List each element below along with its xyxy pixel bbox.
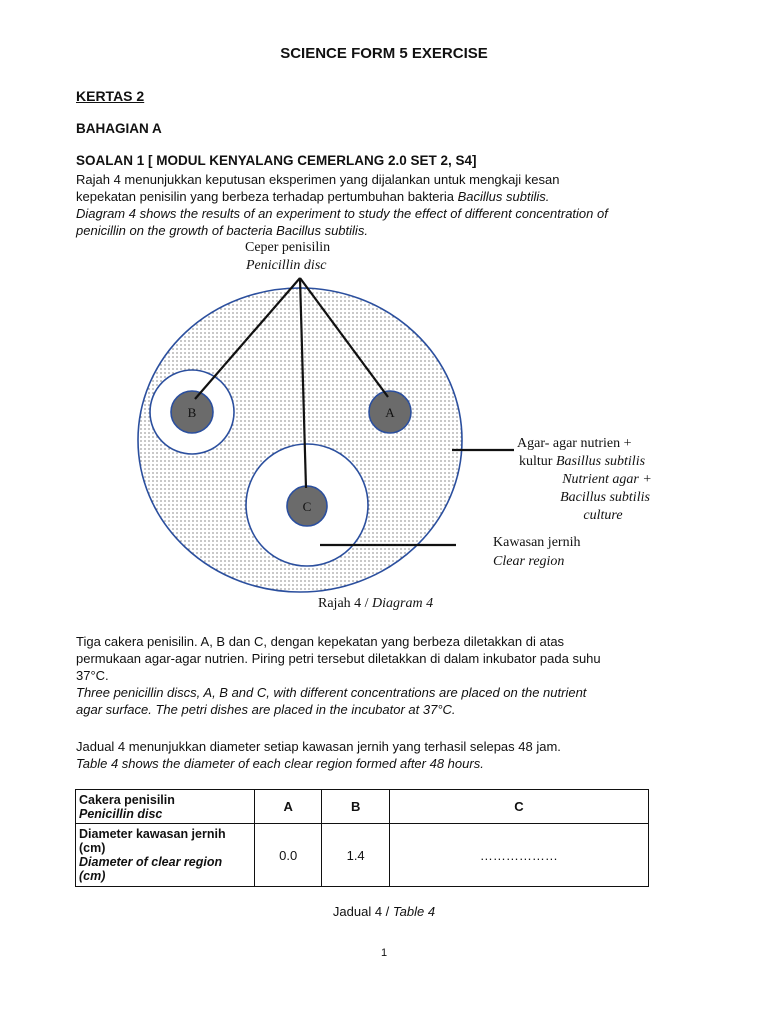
row-diameter-ms: Diameter kawasan jernih (cm) bbox=[79, 827, 226, 855]
value-a: 0.0 bbox=[255, 824, 322, 887]
question-heading: SOALAN 1 [ MODUL KENYALANG CEMERLANG 2.0 SET 2, S4] bbox=[76, 153, 477, 168]
header-disc-en: Penicillin disc bbox=[79, 806, 163, 821]
page-title: SCIENCE FORM 5 EXERCISE bbox=[280, 45, 488, 62]
header-disc-cell bbox=[76, 790, 255, 824]
disc-c-label: C bbox=[302, 499, 312, 514]
intro-ms-line-2: kepekatan penisilin yang berbeza terhadap pertumbuhan bakteria Bacillus subtilis. bbox=[76, 189, 550, 204]
row-diameter-en: Diameter of clear region (cm) bbox=[79, 855, 223, 883]
intro-en-line-1: Diagram 4 shows the results of an experiment to study the effect of different concentration of bbox=[76, 206, 608, 221]
p2-en-line: Table 4 shows the diameter of each clear region formed after 48 hours. bbox=[76, 756, 484, 771]
diagram-caption: Rajah 4 / Diagram 4 bbox=[318, 596, 434, 611]
agar-label-ms-1: Agar- agar nutrien + bbox=[517, 436, 632, 451]
row-diameter-cell bbox=[76, 824, 255, 887]
p1-ms-line-1: Tiga cakera penisilin. A, B dan C, dengan kepekatan yang berbeza diletakkan di atas bbox=[76, 634, 565, 649]
p2-ms-line: Jadual 4 menunjukkan diameter setiap kawasan jernih yang terhasil selepas 48 jam. bbox=[76, 739, 561, 754]
table-row bbox=[76, 824, 649, 887]
header-col-a: A bbox=[255, 790, 322, 824]
agar-label-en-3: culture bbox=[583, 508, 623, 523]
disc-b-label: B bbox=[187, 405, 197, 420]
section-heading: BAHAGIAN A bbox=[76, 121, 162, 136]
table-header-row bbox=[76, 790, 649, 824]
disc-label-en: Penicillin disc bbox=[246, 258, 327, 273]
p1-en-line-1: Three penicillin discs, A, B and C, with different concentrations are placed on the nutrient bbox=[76, 685, 587, 700]
agar-label-ms-2: kultur Basillus subtilis bbox=[519, 454, 646, 469]
header-col-c: C bbox=[389, 790, 648, 824]
clear-label-en: Clear region bbox=[493, 554, 565, 569]
agar-label-en-1: Nutrient agar + bbox=[562, 472, 652, 487]
p1-ms-line-3: 37°C. bbox=[76, 668, 109, 683]
paper-heading: KERTAS 2 bbox=[76, 88, 145, 104]
p1-ms-line-2: permukaan agar-agar nutrien. Piring petri tersebut diletakkan di dalam inkubator pada suhu bbox=[76, 651, 601, 666]
value-c-blank: ……………… bbox=[389, 824, 648, 887]
body-paragraph-2 bbox=[76, 738, 696, 772]
table-caption: Jadual 4 / Table 4 bbox=[332, 904, 436, 919]
value-b: 1.4 bbox=[322, 824, 389, 887]
body-paragraph-1 bbox=[76, 633, 696, 718]
results-table bbox=[75, 789, 649, 887]
disc-a-label: A bbox=[385, 405, 395, 420]
clear-label-ms: Kawasan jernih bbox=[493, 535, 581, 550]
disc-label-ms: Ceper penisilin bbox=[245, 240, 331, 255]
intro-en-line-2: penicillin on the growth of bacteria Bacillus subtilis. bbox=[76, 223, 368, 238]
intro-ms-line-1: Rajah 4 menunjukkan keputusan eksperimen yang dijalankan untuk mengkaji kesan bbox=[76, 172, 560, 187]
page-number: 1 bbox=[380, 947, 388, 959]
p1-en-line-2: agar surface. The petri dishes are placed in the incubator at 37°C. bbox=[76, 702, 456, 717]
agar-label-en-2: Bacillus subtilis bbox=[560, 490, 650, 505]
header-disc-ms: Cakera penisilin bbox=[79, 792, 175, 807]
header-col-b: B bbox=[322, 790, 389, 824]
